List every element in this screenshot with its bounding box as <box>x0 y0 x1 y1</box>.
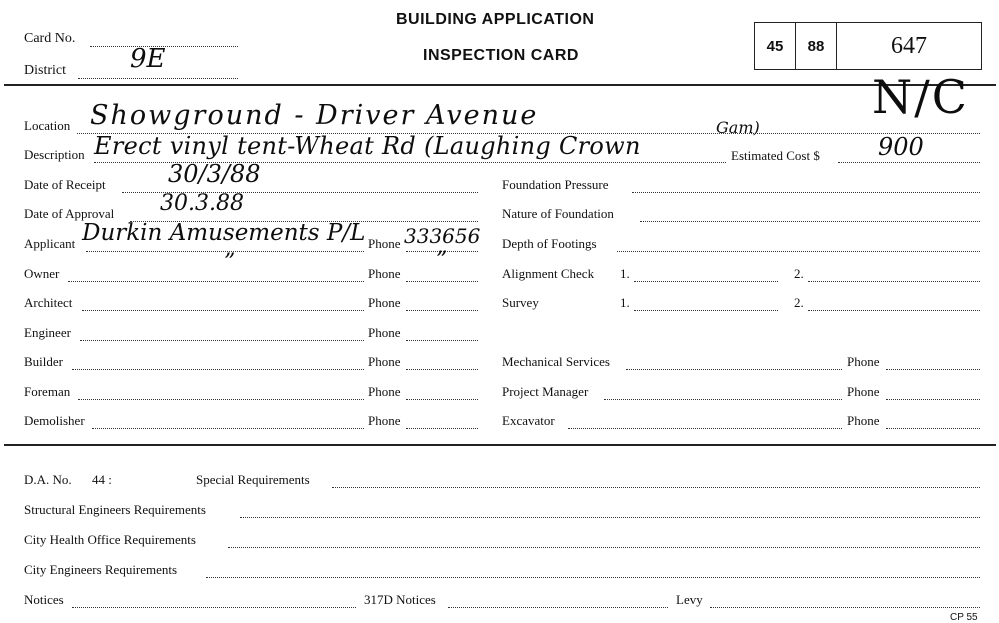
structural-engineers-field[interactable] <box>240 517 980 518</box>
demolisher-phone-label: Phone <box>368 413 401 428</box>
form-code: CP 55 <box>950 612 978 623</box>
district-field[interactable] <box>78 78 238 79</box>
date-of-receipt-value: 30/3/88 <box>168 160 261 188</box>
notices-317d-field[interactable] <box>448 607 668 608</box>
date-of-approval-value: 30.3.88 <box>160 191 244 216</box>
header-divider <box>4 84 996 86</box>
alignment-check-field-1[interactable] <box>634 281 778 282</box>
demolisher-phone-field[interactable] <box>406 428 478 429</box>
district-label: District <box>24 63 66 78</box>
location-value: Showground - Driver Avenue <box>90 100 539 131</box>
alignment-check-field-2[interactable] <box>808 281 980 282</box>
project-manager-phone-field[interactable] <box>886 399 980 400</box>
box-cell-district-code: 45 <box>755 23 796 69</box>
architect-phone-field[interactable] <box>406 310 478 311</box>
excavator-field[interactable] <box>568 428 842 429</box>
survey-field-1[interactable] <box>634 310 778 311</box>
survey-num2: 2. <box>794 295 804 310</box>
applicant-label: Applicant <box>24 236 76 251</box>
excavator-phone-label: Phone <box>847 413 880 428</box>
alignment-check-num2: 2. <box>794 266 804 281</box>
levy-label: Levy <box>676 592 703 607</box>
alignment-check-label: Alignment Check <box>502 266 595 281</box>
applicant-phone-value: 333656 <box>404 224 481 248</box>
notices-317d-label: 317D Notices <box>364 592 436 607</box>
city-engineers-label: City Engineers Requirements <box>24 562 178 577</box>
foundation-pressure-label: Foundation Pressure <box>502 177 609 192</box>
estimated-cost-label: Estimated Cost $ <box>731 148 820 163</box>
survey-label: Survey <box>502 295 539 310</box>
depth-of-footings-label: Depth of Footings <box>502 236 597 251</box>
city-health-field[interactable] <box>228 547 980 548</box>
description-value: Erect vinyl tent-Wheat Rd (Laughing Crown <box>94 132 641 160</box>
form-title-line1: BUILDING APPLICATION <box>396 11 595 28</box>
owner-phone-label: Phone <box>368 266 401 281</box>
applicant-value: Durkin Amusements P/L <box>82 220 366 246</box>
nature-of-foundation-field[interactable] <box>640 221 980 222</box>
builder-phone-label: Phone <box>368 354 401 369</box>
engineer-label: Engineer <box>24 325 71 340</box>
excavator-label: Excavator <box>502 413 555 428</box>
mechanical-services-phone-label: Phone <box>847 354 880 369</box>
foreman-field[interactable] <box>78 399 364 400</box>
builder-phone-field[interactable] <box>406 369 478 370</box>
owner-phone-field[interactable] <box>406 281 478 282</box>
date-of-receipt-label: Date of Receipt <box>24 177 106 192</box>
location-label: Location <box>24 118 71 133</box>
structural-engineers-label: Structural Engineers Requirements <box>24 502 206 517</box>
estimated-cost-field[interactable] <box>838 162 980 163</box>
form-title-line2: INSPECTION CARD <box>423 47 579 64</box>
city-engineers-field[interactable] <box>206 577 980 578</box>
demolisher-field[interactable] <box>92 428 364 429</box>
notices-field[interactable] <box>72 607 356 608</box>
mechanical-services-field[interactable] <box>626 369 842 370</box>
foreman-label: Foreman <box>24 384 71 399</box>
mechanical-services-phone-field[interactable] <box>886 369 980 370</box>
card-no-label: Card No. <box>24 31 76 46</box>
owner-field[interactable] <box>68 281 364 282</box>
box-cell-card-number: 647 <box>891 32 927 59</box>
foreman-phone-field[interactable] <box>406 399 478 400</box>
engineer-phone-field[interactable] <box>406 340 478 341</box>
section-divider <box>4 444 996 446</box>
builder-field[interactable] <box>72 369 364 370</box>
district-value: 9E <box>130 44 166 74</box>
nc-stamp: N/C <box>872 70 969 124</box>
estimated-cost-value: 900 <box>878 133 924 161</box>
owner-phone-value: ” <box>436 248 448 273</box>
project-manager-field[interactable] <box>604 399 842 400</box>
nature-of-foundation-label: Nature of Foundation <box>502 206 614 221</box>
da-no-value: 44 : <box>92 472 112 487</box>
applicant-phone-label: Phone <box>368 236 401 251</box>
card-number-box <box>754 22 982 70</box>
depth-of-footings-field[interactable] <box>617 251 980 252</box>
excavator-phone-field[interactable] <box>886 428 980 429</box>
da-no-label: D.A. No. <box>24 472 72 487</box>
survey-num1: 1. <box>620 295 630 310</box>
foundation-pressure-field[interactable] <box>632 192 980 193</box>
notices-label: Notices <box>24 592 64 607</box>
architect-label: Architect <box>24 295 73 310</box>
special-requirements-field[interactable] <box>332 487 980 488</box>
demolisher-label: Demolisher <box>24 413 85 428</box>
date-of-approval-label: Date of Approval <box>24 206 115 221</box>
levy-field[interactable] <box>710 607 980 608</box>
owner-value: ” <box>224 250 236 275</box>
architect-phone-label: Phone <box>368 295 401 310</box>
survey-field-2[interactable] <box>808 310 980 311</box>
engineer-phone-label: Phone <box>368 325 401 340</box>
owner-label: Owner <box>24 266 60 281</box>
special-requirements-label: Special Requirements <box>196 472 310 487</box>
project-manager-label: Project Manager <box>502 384 589 399</box>
description-label: Description <box>24 147 85 162</box>
mechanical-services-label: Mechanical Services <box>502 354 610 369</box>
foreman-phone-label: Phone <box>368 384 401 399</box>
architect-field[interactable] <box>82 310 364 311</box>
description-note: Gam) <box>716 118 760 137</box>
box-cell-year: 88 <box>796 23 837 69</box>
builder-label: Builder <box>24 354 63 369</box>
project-manager-phone-label: Phone <box>847 384 880 399</box>
city-health-label: City Health Office Requirements <box>24 532 196 547</box>
alignment-check-num1: 1. <box>620 266 630 281</box>
engineer-field[interactable] <box>80 340 364 341</box>
